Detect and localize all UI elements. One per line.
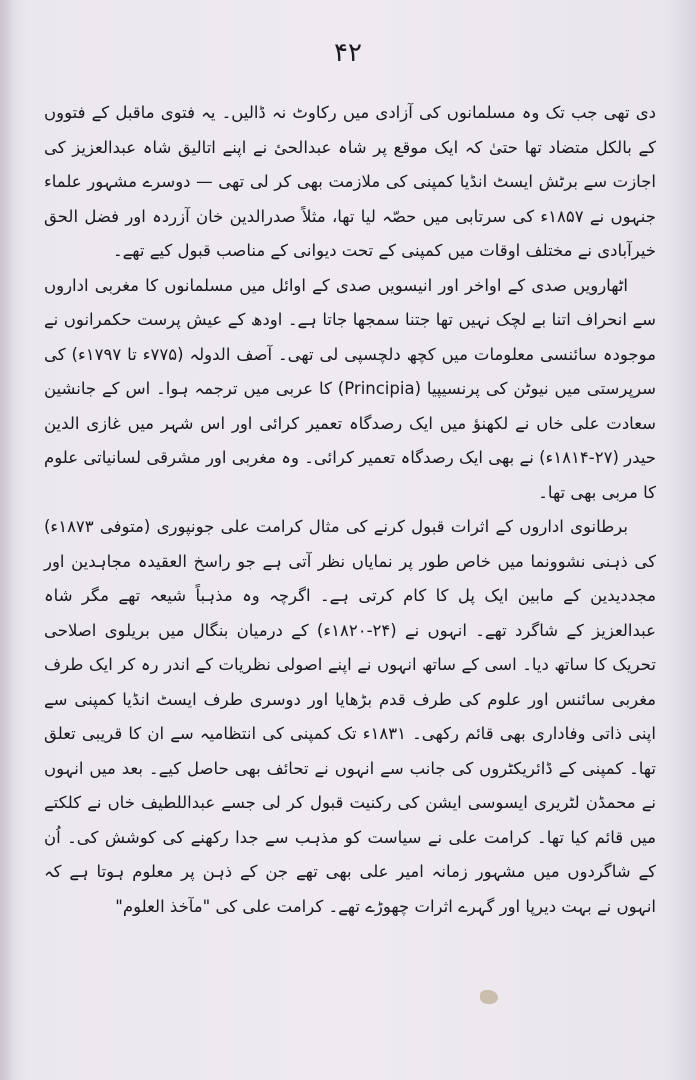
page-body-text — [44, 96, 656, 1056]
paragraph: دی تھی جب تک وہ مسلمانوں کی آزادی میں رکاوٹ نہ ڈالیں۔ یہ فتوی ماقبل کے فتووں کے بالکل متضاد تھا حتیٰ کہ ایک موقع پر شاہ عبدالحیٔ نے اپنے اتالیق شاہ عبدالعزیز کی اجازت سے برٹش ایسٹ انڈیا کمپنی کی ملازمت بھی کر لی تھی — دوسرے مشہور علماء جنہوں نے ۱۸۵۷ء کی سرتابی میں حصّہ لیا تھا، مثلاً صدرالدین خان آزردہ اور فضل الحق خیرآبادی نے مختلف اوقات میں کمپنی کے تحت دیوانی کے مناصب قبول کیے تھے۔ — [44, 103, 656, 260]
paragraph: اٹھارویں صدی کے اواخر اور انیسویں صدی کے اوائل میں مسلمانوں کا مغربی اداروں سے انحراف اتنا بے لچک نہیں تھا جتنا سمجھا جاتا ہے۔ اودھ کے عیش پرست حکمرانوں نے موجودہ سائنسی معلومات میں کچھ دلچسپی لی تھی۔ آصف الدولہ (۷۷۵ء تا ۱۷۹۷ء) کی سرپرستی میں نیوٹن کی پرنسیپیا (Principia) کا عربی میں ترجمہ ہوا۔ اس کے جانشین سعادت علی خاں نے لکھنؤ میں ایک رصدگاہ تعمیر کرائی اور اس شہر میں غازی الدین حیدر (۲۷-۱۸۱۴ء) نے بھی ایک رصدگاہ تعمیر کرائی۔ وہ مغربی اور مشرقی لسانیاتی علوم کا مربی بھی تھا۔ — [44, 275, 656, 502]
paper-stain — [480, 990, 498, 1004]
page-number: ۴۲ — [334, 38, 362, 68]
page-edge-shadow — [0, 0, 14, 1080]
paragraph: برطانوی اداروں کے اثرات قبول کرنے کی مثال کرامت علی جونپوری (متوفی ۱۸۷۳ء) کی ذہنی نشوونما میں خاص طور پر نمایاں نظر آتی ہے جو راسخ العقیدہ مجاہدین اور مجددیدین کے مابین ایک پل کا کام کرتی ہے۔ اگرچہ وہ مذہباً شیعہ تھے مگر شاہ عبدالعزیز کے شاگرد تھے۔ انہوں نے (۲۴-۱۸۲۰ء) کے درمیان بنگال میں بریلوی اصلاحی تحریک کا ساتھ دیا۔ اسی کے ساتھ انہوں نے اپنے اصولی نظریات کے اندر رہ کر ایک طرف مغربی سائنس اور علوم کی طرف قدم بڑھایا اور دوسری طرف ایسٹ انڈیا کمپنی سے اپنی ذاتی وفاداری بھی قائم رکھی۔ ۱۸۳۱ء تک کمپنی کی انتظامیہ سے ان کا قریبی تعلق تھا۔ کمپنی کے ڈائریکٹروں کی جانب سے انہوں نے تحائف بھی حاصل کیے۔ بعد میں انہوں نے محمڈن لٹریری ایسوسی ایشن کی رکنیت قبول کر لی جسے عبداللطیف خاں نے کلکتے میں قائم کیا تھا۔ کرامت علی نے سیاست کو مذہب سے جدا رکھنے کی کوشش کی۔ اُن کے شاگردوں میں مشہور زمانہ امیر علی بھی تھے جن کے ذہن پر معلوم ہوتا ہے کہ انہوں نے بہت دیرپا اور گہرے اثرات چھوڑے تھے۔ کرامت علی کی "مآخذ العلوم" — [44, 517, 656, 916]
